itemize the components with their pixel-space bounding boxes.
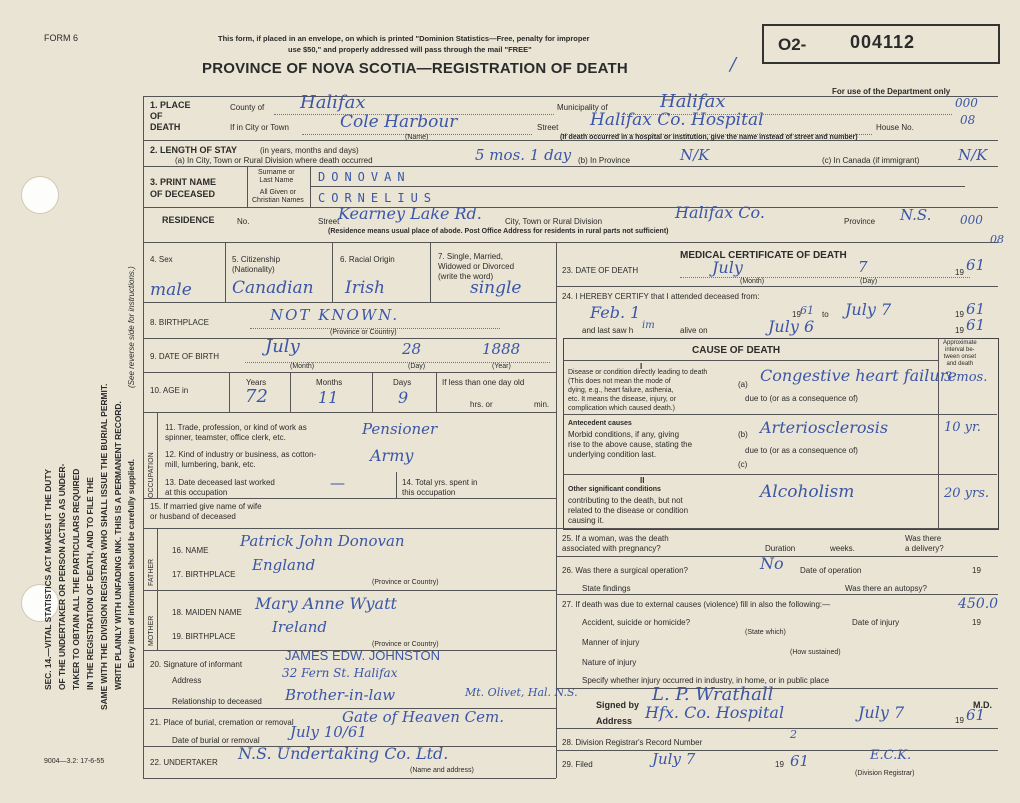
municipality-value: Halifax: [660, 91, 726, 112]
date-operation-label: Date of operation: [800, 566, 862, 575]
last-alive-value: July 6: [768, 317, 815, 336]
code-08: 08: [960, 113, 976, 127]
side-instruction-7: Every item of information should be carefully supplied.: [127, 459, 136, 668]
house-no-label: House No.: [876, 123, 914, 132]
row-right-7: [556, 750, 998, 751]
code-450: 450.0: [958, 596, 999, 612]
punch-hole-bottom: [21, 584, 59, 622]
length-sub-label: (in years, months and days): [260, 146, 359, 155]
relationship-value: Brother-in-law: [285, 686, 396, 704]
mother-birthplace-label: 19. BIRTHPLACE: [172, 632, 236, 641]
age-months-label: Months: [316, 378, 343, 387]
age-label: 10. AGE in: [150, 386, 189, 395]
frame-bottom: [143, 778, 556, 779]
surgery-value: No: [760, 554, 784, 573]
page-title: PROVINCE OF NOVA SCOTIA—REGISTRATION OF DEATH: [202, 60, 628, 77]
death-year-prefix: 19: [955, 268, 964, 277]
length-of-stay-label: 2. LENGTH OF STAY: [150, 145, 238, 155]
age-div-1: [229, 372, 230, 412]
cause-b-marker: (b): [738, 430, 748, 439]
disease-text: Disease or condition directly leading to death (This does not mean the mode of dying, e.g., heart failure, asthenia, etc. It means the disease, injury, or complication which caused death.): [568, 369, 708, 412]
death-day: 7: [858, 258, 868, 276]
to-year-value: 61: [966, 300, 986, 318]
part-i-label: I: [640, 362, 643, 371]
age-div-2: [290, 372, 291, 412]
hrs-label: hrs. or: [470, 400, 493, 409]
father-name-label: 16. NAME: [172, 546, 209, 555]
dob-year: 1888: [482, 340, 521, 358]
row-right-4: [556, 594, 998, 595]
side-instruction-4: IN THE REGISTRATION OF DEATH, AND TO FILE THE: [85, 477, 95, 690]
cause-a-interval: 3 mos.: [944, 370, 988, 385]
q28-label: 28. Division Registrar's Record Number: [562, 738, 703, 747]
alive-on-label: alive on: [680, 326, 708, 335]
col-div-b: [332, 242, 333, 302]
dob-label: 9. DATE OF BIRTH: [150, 352, 220, 361]
occ11-value: Pensioner: [362, 420, 438, 438]
informant-address-label: Address: [172, 676, 202, 685]
informant-label: 20. Signature of informant: [150, 660, 243, 669]
specify-label: Specify whether injury occurred in industry, in home, or in public place: [582, 676, 830, 685]
age-days-label: Days: [393, 378, 412, 387]
residence-province-value: N.S.: [900, 206, 932, 224]
name-address-caption: (Name and address): [410, 767, 474, 774]
last-saw-value: im: [642, 320, 655, 331]
occ15-label: 15. If married give name of wife or husband of deceased: [150, 502, 262, 521]
death-year: 61: [966, 256, 986, 274]
cause-title-rule: [563, 360, 938, 361]
from-year-prefix: 19: [792, 310, 801, 319]
handwritten-dash: /: [730, 54, 737, 75]
marital-value: single: [470, 278, 522, 298]
racial-origin-label: 6. Racial Origin: [340, 255, 395, 264]
birthplace-value: NOT KNOWN.: [270, 306, 400, 324]
md-label: M.D.: [973, 700, 992, 710]
last-year-value: 61: [966, 316, 986, 334]
op-year-prefix: 19: [972, 566, 981, 575]
surname-value: DONOVAN: [318, 170, 411, 184]
residence-code-2: 08: [990, 233, 1004, 246]
death-date-line: [680, 277, 970, 278]
mother-name-label: 18. MAIDEN NAME: [172, 608, 242, 617]
from-year-value: 61: [800, 304, 814, 317]
filed-value: July 7: [652, 750, 696, 768]
row-divider-2: [143, 166, 998, 167]
burial-date-value: July 10/61: [290, 723, 367, 741]
other-significant-label: Other significant conditions: [568, 486, 661, 493]
last-saw-label: and last saw h: [582, 326, 634, 335]
name-divider: [247, 166, 248, 207]
father-birthplace-value: England: [252, 556, 316, 574]
occ-div: [157, 412, 158, 498]
row-left-2: [143, 338, 556, 339]
other-value: Alcoholism: [760, 482, 855, 502]
given-names-value: CORNELIUS: [318, 191, 438, 205]
row-left-6: [143, 528, 556, 529]
row-divider-4: [143, 242, 998, 243]
informant-address-value: 32 Fern St. Halifax: [282, 666, 398, 680]
age-div-4: [436, 372, 437, 412]
cause-b-interval: 10 yr.: [944, 420, 981, 435]
record-number-value: 2: [790, 728, 797, 741]
residence-province-label: Province: [844, 217, 876, 226]
municipality-label: Municipality of: [557, 103, 608, 112]
cause-c-marker: (c): [738, 460, 748, 469]
less-than-day-label: If less than one day old: [442, 378, 525, 387]
length-a-value: 5 mos. 1 day: [475, 146, 572, 164]
age-days-value: 9: [398, 388, 409, 407]
envelope-notice-1: This form, if placed in an envelope, on which is printed "Dominion Statistics—Free, penalty for improper: [218, 34, 590, 43]
side-instruction-8: (See reverse side for instructions.): [127, 266, 136, 388]
birthplace-sub: (Province or Country): [330, 329, 397, 336]
row-left-7: [143, 590, 556, 591]
part-ii-label: II: [640, 476, 645, 485]
age-div-3: [372, 372, 373, 412]
col-div-a: [225, 242, 226, 302]
mother-div: [157, 590, 158, 650]
medical-certificate-title: MEDICAL CERTIFICATE OF DEATH: [680, 250, 847, 261]
length-c-value: N/K: [958, 146, 988, 164]
frame-top: [143, 96, 998, 97]
min-label: min.: [534, 400, 550, 409]
place-of-death-label: 1. PLACE OF DEATH: [150, 100, 191, 132]
county-label: County of: [230, 103, 265, 112]
registration-number: 004112: [850, 32, 916, 52]
mother-birthplace-value: Ireland: [272, 618, 327, 636]
nature-label: Nature of injury: [582, 658, 637, 667]
row-left-4: [143, 412, 556, 413]
relationship-label: Relationship to deceased: [172, 697, 262, 706]
occ12-label: 12. Kind of industry or business, as cotton- mill, lumbering, bank, etc.: [165, 450, 317, 469]
city-town-label: If in City or Town: [230, 123, 289, 132]
other-significant-text: contributing to the death, but not related to the disease or condition causing it.: [568, 496, 689, 525]
injury-year-prefix: 19: [972, 618, 981, 627]
med-year-prefix: 19: [955, 716, 964, 725]
row-right-6: [556, 728, 998, 729]
dob-month: July: [265, 336, 300, 357]
given-names-label: All Given or Christian Names: [252, 189, 304, 204]
to-label: to: [822, 310, 829, 319]
certify-label: 24. I HEREBY CERTIFY that I attended deceased from:: [562, 292, 760, 301]
undertaker-label: 22. UNDERTAKER: [150, 758, 218, 767]
accident-label: Accident, suicide or homicide?: [582, 618, 691, 627]
antecedent-label: Antecedent causes: [568, 420, 632, 427]
due-to-a: due to (or as a consequence of): [745, 394, 858, 403]
manner-label: Manner of injury: [582, 638, 640, 647]
street-label: Street: [537, 123, 559, 132]
surname-label: Surname or Last Name: [258, 169, 295, 184]
signed-by-label: Signed by: [596, 700, 640, 710]
q29-label: 29. Filed: [562, 760, 593, 769]
morbid-text: Morbid conditions, if any, giving rise to the above cause, stating the underlying condition last.: [568, 430, 693, 459]
registration-prefix: O2-: [778, 35, 807, 54]
informant-value: JAMES EDW. JOHNSTON: [285, 648, 441, 663]
name-caption: (Name): [405, 134, 429, 141]
hospital-note: (If death occurred in a hospital or institution, give the name instead of street and number): [560, 134, 858, 141]
age-years-label: Years: [246, 378, 267, 387]
cause-of-death-title: CAUSE OF DEATH: [692, 345, 781, 356]
citizenship-value: Canadian: [232, 278, 314, 298]
residence-label: RESIDENCE: [162, 215, 215, 225]
dob-day-caption: (Day): [408, 363, 426, 370]
date-injury-label: Date of injury: [852, 618, 900, 627]
med-date-value: July 7: [858, 703, 905, 722]
cause-b-value: Arteriosclerosis: [760, 418, 889, 437]
father-div: [157, 528, 158, 590]
registrar-value: E.C.K.: [870, 748, 912, 763]
length-a-label: (a) In City, Town or Rural Division where death occurred: [175, 156, 373, 165]
marital-label: 7. Single, Married, Widowed or Divorced (write the word): [438, 252, 515, 281]
citizenship-label: 5. Citizenship (Nationality): [232, 255, 281, 274]
row-right-5: [556, 688, 998, 689]
residence-code-1: 000: [960, 213, 983, 227]
side-instruction-6: WRITE PLAINLY WITH UNFADING INK. THIS IS A PERMANENT RECORD.: [113, 401, 123, 690]
cause-rule-1: [563, 414, 997, 415]
street-value: Halifax Co. Hospital: [590, 110, 764, 130]
burial-date-label: Date of burial or removal: [172, 736, 260, 745]
dob-year-caption: (Year): [492, 363, 511, 370]
side-instruction-1: SEC. 14.—VITAL STATISTICS ACT MAKES IT THE DUTY: [43, 468, 53, 690]
residence-note: (Residence means usual place of abode. Post Office Address for residents in rural parts not sufficient): [328, 228, 669, 235]
row-divider-3: [143, 207, 998, 208]
relationship-extra: Mt. Olivet, Hal. N.S.: [465, 686, 578, 699]
signed-by-value: L. P. Wrathall: [652, 684, 774, 705]
burial-place-label: 21. Place of burial, cremation or removal: [150, 718, 294, 727]
mother-side-label: MOTHER: [148, 615, 155, 646]
side-instruction-5: SAME WITH THE DIVISION REGISTRAR WHO SHALL ISSUE THE BURIAL PERMIT.: [99, 383, 109, 710]
county-value: Halifax: [300, 92, 366, 113]
to-year-prefix: 19: [955, 310, 964, 319]
length-b-label: (b) In Province: [578, 156, 631, 165]
undertaker-value: N.S. Undertaking Co. Ltd.: [238, 744, 449, 763]
row-left-1: [143, 302, 556, 303]
envelope-notice-2: use $50," and properly addressed will pass through the mail "FREE": [288, 45, 532, 54]
med-address-label: Address: [596, 716, 633, 726]
other-interval: 20 yrs.: [944, 486, 990, 501]
residence-city-value: Halifax Co.: [675, 203, 765, 222]
how-sustained-caption: (How sustained): [790, 649, 841, 656]
age-months-value: 11: [318, 388, 339, 407]
cause-rule-2: [563, 474, 997, 475]
side-instruction-3: TAKER TO OBTAIN ALL THE PARTICULARS REQUIRED: [71, 468, 81, 690]
filed-year-prefix: 19: [775, 760, 784, 769]
length-b-value: N/K: [680, 146, 710, 164]
cause-a-marker: (a): [738, 380, 748, 389]
occ14-div: [396, 472, 397, 498]
occ13-value: —: [330, 474, 345, 492]
punch-hole-top: [21, 176, 59, 214]
registration-number-box: [762, 24, 1000, 64]
to-date-value: July 7: [845, 300, 892, 319]
med-address-value: Hfx. Co. Hospital: [645, 703, 785, 722]
q27-label: 27. If death was due to external causes (violence) fill in also the following:—: [562, 600, 831, 609]
mother-name-value: Mary Anne Wyatt: [255, 594, 397, 613]
dob-month-caption: (Month): [290, 363, 315, 370]
state-which-caption: (State which): [745, 629, 786, 636]
residence-street-label: Street: [318, 217, 340, 226]
occupation-side-label: OCCUPATION: [148, 452, 155, 498]
col-div-c: [430, 242, 431, 302]
from-date-value: Feb. 1: [590, 303, 641, 322]
duration-label: Duration: [765, 544, 796, 553]
name-row-divider: [310, 186, 965, 187]
occ11-label: 11. Trade, profession, or kind of work as spinner, teamster, office clerk, etc.: [165, 423, 307, 442]
birthplace-label: 8. BIRTHPLACE: [150, 318, 209, 327]
residence-street-value: Kearney Lake Rd.: [338, 204, 482, 223]
cause-a-value: Congestive heart failure: [760, 366, 957, 385]
frame-left: [143, 96, 144, 778]
occ12-value: Army: [370, 446, 414, 465]
sex-value: male: [150, 280, 192, 300]
form-number: FORM 6: [44, 33, 79, 43]
row-right-1: [556, 286, 998, 287]
state-findings-label: State findings: [582, 584, 631, 593]
racial-value: Irish: [345, 278, 385, 298]
med-year-value: 61: [966, 706, 986, 724]
residence-no-label: No.: [237, 217, 250, 226]
length-c-label: (c) In Canada (if immigrant): [822, 156, 920, 165]
due-to-b: due to (or as a consequence of): [745, 446, 858, 455]
father-name-value: Patrick John Donovan: [240, 532, 405, 550]
delivery-label: Was there a delivery?: [905, 534, 944, 553]
age-years-value: 72: [245, 386, 268, 407]
father-side-label: FATHER: [148, 558, 155, 586]
autopsy-label: Was there an autopsy?: [845, 584, 927, 593]
code-000: 000: [955, 96, 978, 110]
approx-interval-label: Approximate interval be- tween onset and death: [943, 340, 977, 367]
dob-day: 28: [402, 340, 422, 358]
date-of-death-label: 23. DATE OF DEATH: [562, 266, 639, 275]
side-instruction-2: OF THE UNDERTAKER OR PERSON ACTING AS UNDER-: [57, 463, 67, 690]
sex-label: 4. Sex: [150, 255, 173, 264]
city-value: Cole Harbour: [340, 112, 458, 132]
occ13-label: 13. Date deceased last worked at this occupation: [165, 478, 275, 497]
occ14-label: 14. Total yrs. spent in this occupation: [402, 478, 478, 497]
burial-place-value: Gate of Heaven Cem.: [342, 708, 504, 726]
death-day-caption: (Day): [860, 278, 878, 285]
q26-label: 26. Was there a surgical operation?: [562, 566, 688, 575]
father-birthplace-label: 17. BIRTHPLACE: [172, 570, 236, 579]
print-name-label: 3. PRINT NAME OF DECEASED: [150, 177, 217, 199]
last-year-prefix: 19: [955, 326, 964, 335]
division-registrar-caption: (Division Registrar): [855, 770, 915, 777]
row-left-3: [143, 372, 556, 373]
death-month: July: [712, 258, 743, 277]
q25-label: 25. If a woman, was the death associated with pregnancy?: [562, 534, 669, 553]
department-use-label: For use of the Department only: [832, 87, 951, 96]
father-prov-caption: (Province or Country): [372, 579, 439, 586]
weeks-label: weeks.: [830, 544, 855, 553]
residence-city-label: City, Town or Rural Division: [505, 217, 603, 226]
mother-prov-caption: (Province or Country): [372, 641, 439, 648]
death-month-caption: (Month): [740, 278, 765, 285]
print-code: 9004—3.2: 17-6-55: [44, 758, 105, 765]
filed-year-value: 61: [790, 752, 810, 770]
row-right-2: [556, 528, 998, 529]
row-left-5: [143, 498, 556, 499]
